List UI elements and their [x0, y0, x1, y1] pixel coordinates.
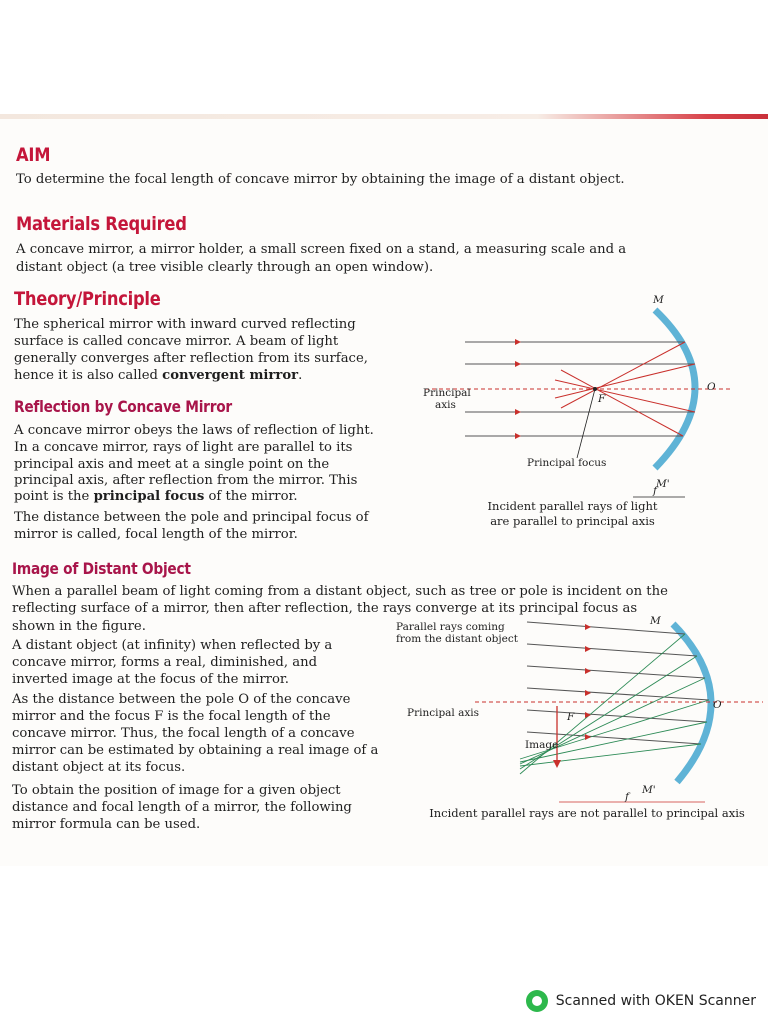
reflection-line: In a concave mirror, rays of light are parallel to its [14, 440, 353, 455]
theory-line: The spherical mirror with inward curved reflecting [14, 317, 356, 332]
distant-line: inverted image at the focus of the mirror. [12, 672, 289, 687]
distant-line: As the distance between the pole O of the concave [12, 692, 351, 707]
caption-line: are parallel to principal axis [490, 514, 655, 528]
label-m: M [653, 294, 664, 306]
scanned-page [0, 114, 768, 866]
caption-line: Incident parallel rays of light [487, 499, 658, 513]
distant-line: When a parallel beam of light coming from a distant object, such as tree or pole is incident on the [12, 584, 668, 599]
scanner-watermark [526, 990, 756, 1012]
label-principal: Principal [423, 387, 471, 399]
distant-heading: Image of Distant Object [12, 559, 191, 578]
arrow-icon [515, 361, 521, 367]
arrow-icon [585, 668, 591, 674]
distant-line: mirror can be estimated by obtaining a real image of a [12, 743, 379, 758]
reflection-line: principal axis and meet at a single point on the [14, 457, 330, 472]
distant-line: shown in the figure. [12, 619, 146, 634]
distant-line: To obtain the position of image for a given object [12, 783, 341, 798]
diagram1-caption [470, 499, 675, 529]
convergent-mirror-term: convergent mirror [162, 368, 299, 383]
label-line: from the distant object [396, 633, 518, 645]
theory-text: . [298, 368, 303, 383]
label-f: F [598, 393, 606, 405]
concave-mirror-diagram [385, 290, 745, 500]
distant-line: concave mirror, forms a real, diminished, and [12, 655, 318, 670]
materials-heading: Materials Required [16, 213, 187, 235]
arrow-icon [585, 646, 591, 652]
reflection-line [14, 489, 298, 505]
diagram2-caption: Incident parallel rays are not parallel to principal axis [429, 806, 745, 820]
label-m-prime: M' [656, 478, 670, 490]
label-m-prime: M' [642, 784, 656, 796]
reflection-text: of the mirror. [204, 489, 298, 504]
incident-ray [527, 622, 685, 634]
principal-focus-term: principal focus [93, 489, 205, 504]
theory-line: surface is called concave mirror. A beam of light [14, 334, 339, 349]
distant-line: distant object at its focus. [12, 760, 186, 775]
distant-line: mirror formula can be used. [12, 817, 201, 832]
arrow-icon [515, 409, 521, 415]
reflected-ray [561, 342, 685, 408]
distant-line: distance and focal length of a mirror, the following [12, 800, 352, 815]
arrow-icon [585, 712, 591, 718]
theory-line [14, 368, 302, 384]
reflected-ray [561, 370, 683, 436]
reflection-line: The distance between the pole and principal focus of [14, 510, 369, 525]
label-focal-length: f [625, 791, 629, 803]
arrow-icon [585, 690, 591, 696]
reflection-text: point is the [14, 489, 94, 504]
concave-mirror-shape [655, 310, 695, 468]
arrow-icon [515, 433, 521, 439]
reflection-line: principal axis, after reflection from the mirror. This [14, 473, 358, 488]
label-image: Image [525, 739, 559, 751]
reflection-heading: Reflection by Concave Mirror [14, 397, 232, 416]
label-focal-length: f [653, 485, 657, 497]
reflection-line: mirror is called, focal length of the mirror. [14, 527, 298, 542]
theory-line: generally converges after reflection from its surface, [14, 351, 368, 366]
parallel-rays-label [396, 621, 518, 645]
arrow-icon [585, 624, 591, 630]
distant-line: reflecting surface of a mirror, then after reflection, the rays converge at its principal focus as [12, 601, 638, 616]
distant-line: A distant object (at infinity) when reflected by a [12, 638, 333, 653]
theory-heading: Theory/Principle [14, 288, 161, 310]
reflected-ray [555, 364, 695, 398]
reflected-ray [555, 380, 695, 412]
page-top-border [0, 114, 768, 119]
focus-pointer-line [577, 389, 595, 458]
materials-text-2: distant object (a tree visible clearly through an open window). [16, 260, 434, 275]
concave-mirror-shape [673, 624, 711, 782]
incident-ray [527, 710, 707, 722]
distant-line: mirror and the focus F is the focal length of the [12, 709, 331, 724]
distant-line: concave mirror. Thus, the focal length of a concave [12, 726, 355, 741]
label-principal-focus: Principal focus [527, 457, 607, 469]
label-o: O [707, 381, 716, 393]
incident-rays [527, 622, 709, 744]
arrow-icon [585, 734, 591, 740]
ray-arrows [585, 624, 591, 740]
arrow-icon [515, 339, 521, 345]
scanner-text: Scanned with OKEN Scanner [555, 993, 756, 1009]
reflection-line: A concave mirror obeys the laws of reflection of light. [14, 423, 374, 438]
label-m: M [650, 615, 661, 627]
principal-axis-label: Principal axis [407, 707, 480, 719]
incident-ray [527, 688, 709, 700]
theory-text: hence it is also called [14, 368, 163, 383]
aim-heading: AIM [16, 144, 51, 166]
label-axis: axis [435, 399, 456, 411]
materials-text-1: A concave mirror, a mirror holder, a small screen fixed on a stand, a measuring scale and a [16, 242, 627, 257]
aim-text: To determine the focal length of concave mirror by obtaining the image of a distant object. [16, 172, 625, 187]
label-line: Parallel rays coming [396, 621, 505, 633]
arrow-icon [553, 760, 561, 768]
oken-scanner-logo-icon [526, 990, 548, 1012]
label-o: O [713, 699, 722, 711]
label-f: F [567, 711, 575, 723]
reflected-ray [520, 678, 705, 764]
